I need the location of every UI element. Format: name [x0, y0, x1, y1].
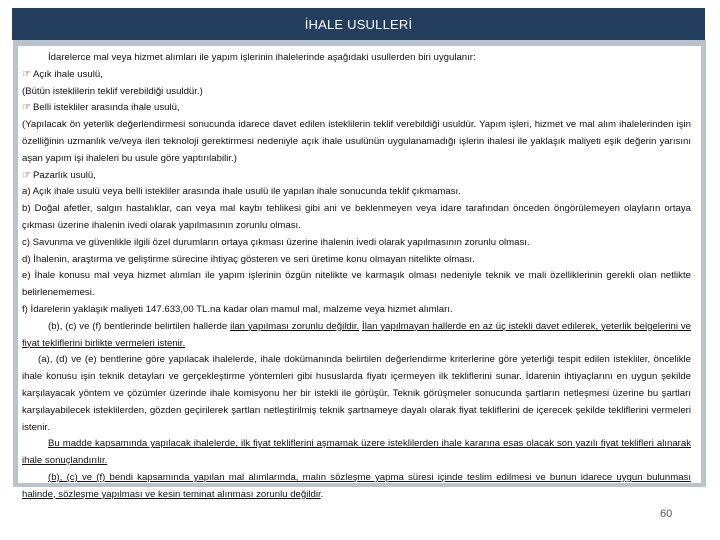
list-item-open-tender [22, 67, 691, 84]
item-description: (Yapılacak ön yeterlik değerlendirmesi sonucunda idarece davet edilen isteklilerin teklif verebildiği usuldür. Yapım işleri, hizmet ve mal alım ihalelerinden işin özelliğinin uzmanlık ve/veya ileri teknoloji gerektirmesi nedeniyle açık ihale usulünün uygulanamadığı işlerin ihalesi ile yaklaşık maliyeti eşik değerin yarısını aşan yapım işi ihaleleri bu usule göre yaptırılabilir.) [22, 119, 691, 164]
page-number: 60 [660, 508, 673, 520]
item-label: Belli istekliler arasında ihale usulü, [33, 102, 180, 114]
bcf2-text: (b), (c) ve (f) bendi kapsamında yapılan mal alımlarında, malın sözleşme yapma süresi içinde teslim edilmesi ve bunun idarece uygun bulunması halinde, sözleşme yapılması ve kesin teminat alınması zorunlu değildir [22, 471, 691, 500]
condition-a: a) Açık ihale usulü veya belli istekliler arasında ihale usulü ile yapılan ihale sonucunda teklif çıkmaması. [22, 186, 461, 198]
bcf2-end: . [320, 488, 324, 500]
content-box [18, 46, 701, 500]
writing-hand-icon: ☞ [22, 102, 31, 114]
bcf2-paragraph [22, 470, 691, 504]
intro-text: İdarelerce mal veya hizmet alımları ile yapım işlerinin ihalelerinde aşağıdaki usullerden biri uygulanır: [48, 52, 476, 63]
list-item-restricted-tender [22, 100, 691, 117]
bcf-prefix: (b), (c) ve (f) bentlerinde belirtilen hallerde [48, 320, 231, 332]
condition-e: e) İhale konusu mal veya hizmet alımları ile yapım işlerinin özgün nitelikte ve karmaşık olması nedeniyle teknik ve mali özelliklerinin gerekli olan netlikte belirlenememesi. [22, 270, 691, 299]
bcf-underlined-2: İlan yapılmayan hallerde en az üç istekli davet edilerek, yeterlik belgelerini ve fiyat tekliflerini birlikte vermeleri istenir. [22, 320, 691, 349]
condition-d: d) İhalenin, araştırma ve geliştirme sürecine ihtiyaç gösteren ve seri üretime konu olmayan nitelikte olması. [22, 253, 475, 265]
condition-f: f) İdarelerin yaklaşık maliyeti 147.633,00 TL.na kadar olan mamul mal, malzeme veya hizmet alımları. [22, 303, 453, 315]
writing-hand-icon: ☞ [22, 169, 31, 181]
writing-hand-icon: ☞ [22, 68, 31, 80]
bcf-underlined-1: ilan yapılması zorunlu değildir. [230, 320, 360, 332]
condition-b: b) Doğal afetler, salgın hastalıklar, can veya mal kaybı tehlikesi gibi ani ve beklenmeyen veya idare tarafından önceden öngörülemeyen olayların ortaya çıkması üzerine ihalenin ivedi olarak yapılmasının zorunlu olması. [22, 203, 691, 231]
item-description: (Bütün isteklilerin teklif verebildiği usuldür.) [22, 85, 203, 97]
item-label: Açık ihale usulü, [33, 68, 103, 80]
item-label: Pazarlık usulü, [33, 169, 96, 181]
slide-title: İHALE USULLERİ [12, 8, 705, 40]
condition-c: c) Savunma ve güvenlikle ilgili özel durumların ortaya çıkması üzerine ihalenin ivedi olarak yapılmasının zorunlu olması. [22, 236, 530, 248]
bcf-paragraph [22, 319, 691, 353]
ade-paragraph: (a), (d) ve (e) bentlerine göre yapılacak ihalelerde, ihale dokümanında belirtilen değerlendirme kriterlerine göre yeterliği tespit edilen istekliler, öncelikle ihale konusu işin teknik detayları ve gerçekleştirme yöntemleri gibi hususlarda fiyatı içermeyen ilk tekliflerini sunar. İdarenin ihtiyaçlarını en uygun şekilde karşılayacak yöntem ve çözümler üzerinde ihale komisyonu her bir istekli ile görüşür. Teknik görüşmeler sonucunda şartların netleşmesi üzerine bu şartları karşılayabilecek isteklilerden, gözden geçirilerek şartları netleştirilmiş teknik şartnameye dayalı olarak fiyat tekliflerini de içerecek şekilde tekliflerini vermeleri istenir. [22, 354, 691, 433]
list-item-negotiated-tender [22, 168, 691, 185]
bu-madde-paragraph: Bu madde kapsamında yapılacak ihalelerde, ilk fiyat tekliflerini aşmamak üzere isteklilerden ihale kararına esas olacak son yazılı fiyat teklifleri alınarak ihale sonuçlandırılır. [22, 438, 691, 467]
